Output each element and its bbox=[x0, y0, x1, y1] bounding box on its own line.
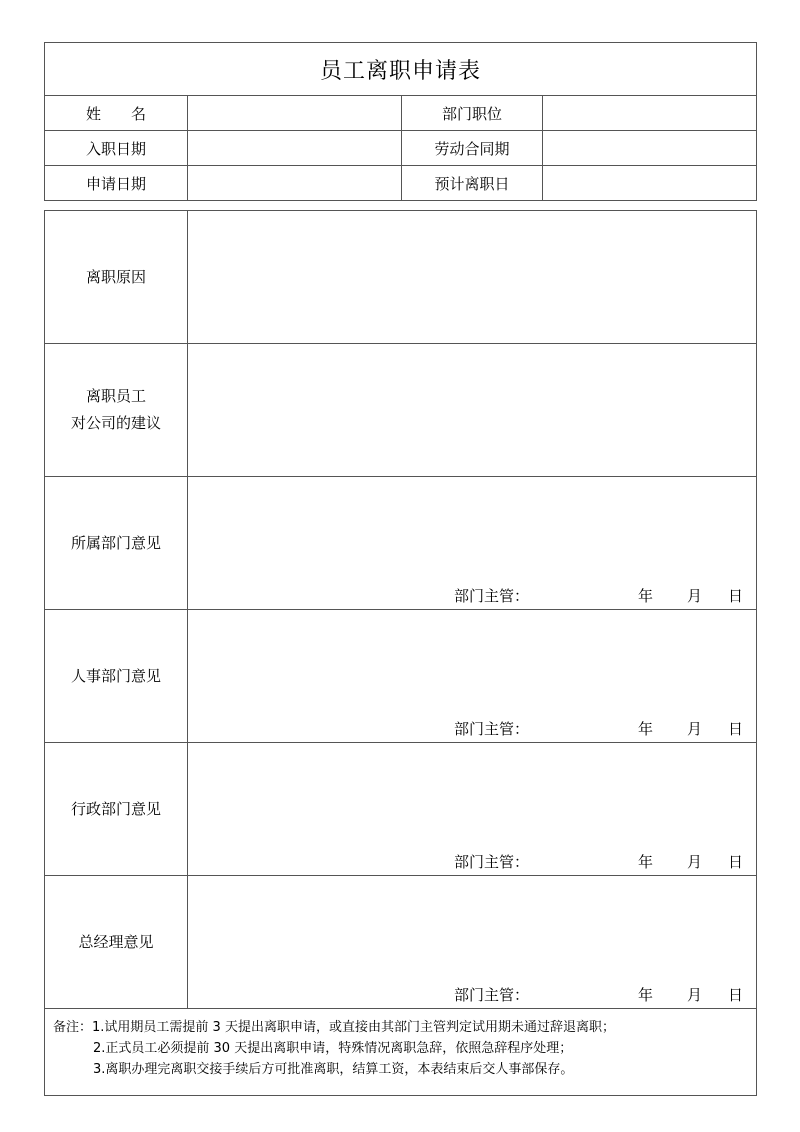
admin-opinion-label: 行政部门意见 bbox=[45, 743, 188, 876]
section-gm-opinion bbox=[45, 876, 757, 1009]
contract-field[interactable] bbox=[543, 131, 757, 166]
note-line-3: 3.离职办理完离职交接手续后方可批准离职，结算工资，本表结束后交人事部保存。 bbox=[93, 1062, 574, 1077]
year-label: 年 bbox=[638, 587, 654, 605]
name-label: 姓 名 bbox=[45, 96, 188, 131]
expected-leave-field[interactable] bbox=[543, 166, 757, 201]
hire-date-field[interactable] bbox=[188, 131, 402, 166]
section-hr-opinion bbox=[45, 610, 757, 743]
dept-position-field[interactable] bbox=[543, 96, 757, 131]
admin-opinion-field[interactable] bbox=[188, 743, 757, 876]
signature-line bbox=[188, 585, 756, 605]
contract-label: 劳动合同期 bbox=[402, 131, 543, 166]
opinions-table bbox=[44, 210, 757, 1096]
section-dept-opinion bbox=[45, 477, 757, 610]
note-line-1: 备注：1.试用期员工需提前 3 天提出离职申请，或直接由其部门主管判定试用期未通过辞退离职； bbox=[53, 1020, 615, 1035]
notes bbox=[45, 1009, 757, 1096]
dept-position-label: 部门职位 bbox=[402, 96, 543, 131]
notes-row bbox=[45, 1009, 757, 1096]
day-label: 日 bbox=[728, 986, 744, 1004]
day-label: 日 bbox=[728, 853, 744, 871]
manager-label: 部门主管： bbox=[454, 587, 530, 605]
hr-opinion-field[interactable] bbox=[188, 610, 757, 743]
manager-label: 部门主管： bbox=[454, 986, 530, 1004]
form-title: 员工离职申请表 bbox=[45, 43, 757, 96]
year-label: 年 bbox=[638, 853, 654, 871]
year-label: 年 bbox=[638, 986, 654, 1004]
note-line-2: 2.正式员工必须提前 30 天提出离职申请，特殊情况离职急辞，依照急辞程序处理； bbox=[93, 1041, 573, 1056]
month-label: 月 bbox=[687, 853, 703, 871]
expected-leave-label: 预计离职日 bbox=[402, 166, 543, 201]
reason-label: 离职原因 bbox=[45, 211, 188, 344]
year-label: 年 bbox=[638, 720, 654, 738]
name-field[interactable] bbox=[188, 96, 402, 131]
month-label: 月 bbox=[687, 986, 703, 1004]
dept-opinion-field[interactable] bbox=[188, 477, 757, 610]
suggestion-label: 离职员工 对公司的建议 bbox=[45, 344, 188, 477]
day-label: 日 bbox=[728, 720, 744, 738]
apply-date-label: 申请日期 bbox=[45, 166, 188, 201]
section-suggestion bbox=[45, 344, 757, 477]
gm-opinion-field[interactable] bbox=[188, 876, 757, 1009]
manager-label: 部门主管： bbox=[454, 853, 530, 871]
month-label: 月 bbox=[687, 720, 703, 738]
suggestion-field[interactable] bbox=[188, 344, 757, 477]
employee-info-table bbox=[44, 42, 757, 201]
month-label: 月 bbox=[687, 587, 703, 605]
signature-line bbox=[188, 718, 756, 738]
day-label: 日 bbox=[728, 587, 744, 605]
signature-line bbox=[188, 984, 756, 1004]
dept-opinion-label: 所属部门意见 bbox=[45, 477, 188, 610]
hr-opinion-label: 人事部门意见 bbox=[45, 610, 188, 743]
signature-line bbox=[188, 851, 756, 871]
section-admin-opinion bbox=[45, 743, 757, 876]
manager-label: 部门主管： bbox=[454, 720, 530, 738]
apply-date-field[interactable] bbox=[188, 166, 402, 201]
gm-opinion-label: 总经理意见 bbox=[45, 876, 188, 1009]
section-reason bbox=[45, 211, 757, 344]
reason-field[interactable] bbox=[188, 211, 757, 344]
hire-date-label: 入职日期 bbox=[45, 131, 188, 166]
